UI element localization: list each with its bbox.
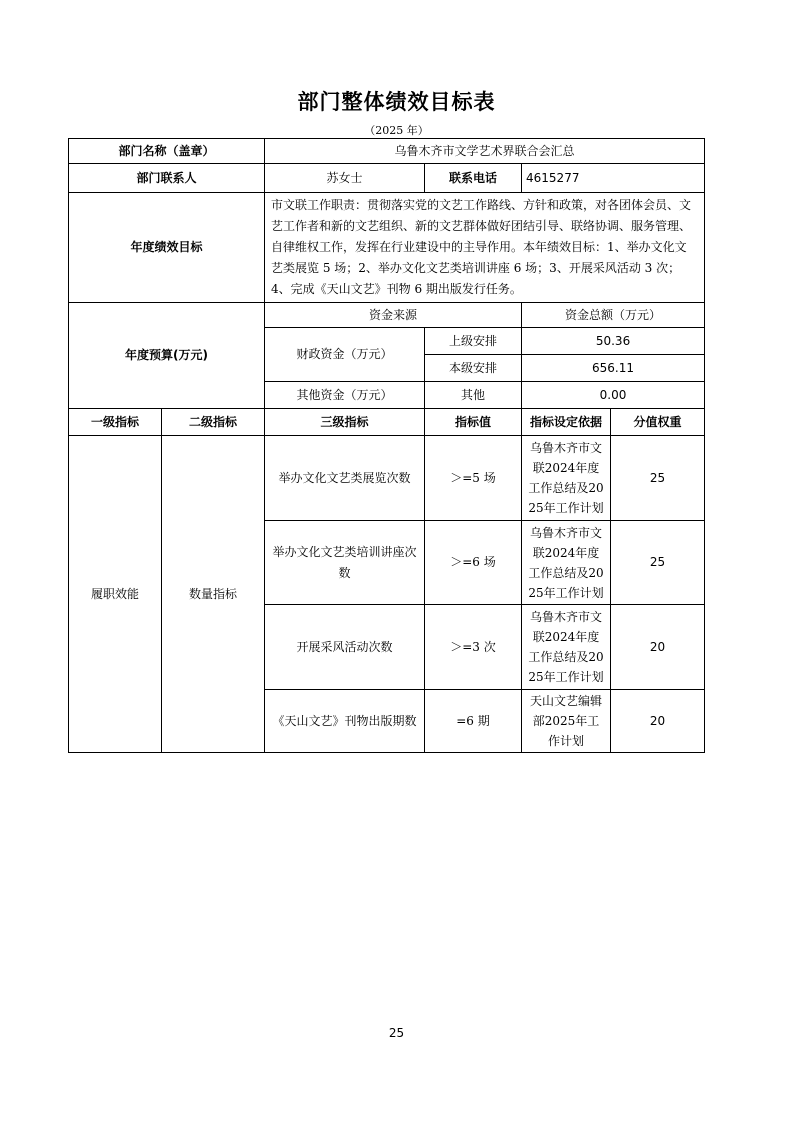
- year-subtitle: （2025 年）: [364, 124, 429, 137]
- local-allocation-value: 656.11: [522, 355, 705, 382]
- fund-total-header: 资金总额（万元）: [522, 303, 705, 328]
- other-fund-value: 0.00: [522, 382, 705, 409]
- phone-label: 联系电话: [425, 164, 522, 193]
- budget-header-row: [69, 303, 705, 328]
- header-level2: 二级指标: [162, 409, 265, 436]
- indicator-header-row: [69, 409, 705, 436]
- header-weight: 分值权重: [611, 409, 705, 436]
- dept-name-value: 乌鲁木齐市文学艺术界联合会汇总: [265, 139, 705, 164]
- indicator-name: 举办文化文艺类展览次数: [265, 436, 425, 521]
- upper-allocation-value: 50.36: [522, 328, 705, 355]
- indicator-weight: 20: [611, 605, 705, 690]
- other-sub-label: 其他: [425, 382, 522, 409]
- contact-value: 苏女士: [265, 164, 425, 193]
- indicator-basis: 乌鲁木齐市文联2024年度工作总结及2025年工作计划: [522, 521, 611, 605]
- page-number: 25: [388, 1026, 405, 1040]
- indicator-weight: 20: [611, 690, 705, 753]
- contact-row: [69, 164, 705, 193]
- indicator-name: 举办文化文艺类培训讲座次数: [265, 521, 425, 605]
- other-fund-label: 其他资金（万元）: [265, 382, 425, 409]
- indicator-weight: 25: [611, 436, 705, 521]
- level2-indicator: 数量指标: [162, 436, 265, 753]
- indicator-name: 《天山文艺》刊物出版期数: [265, 690, 425, 753]
- page-title: 部门整体绩效目标表: [297, 90, 496, 114]
- dept-name-label: 部门名称（盖章）: [69, 139, 265, 164]
- level1-indicator: 履职效能: [69, 436, 162, 753]
- phone-value: 4615277: [522, 164, 705, 193]
- indicator-value: ＞=6 场: [425, 521, 522, 605]
- indicator-value: ＞=3 次: [425, 605, 522, 690]
- indicator-basis: 乌鲁木齐市文联2024年度工作总结及2025年工作计划: [522, 436, 611, 521]
- contact-label: 部门联系人: [69, 164, 265, 193]
- annual-goal-text: 市文联工作职责：贯彻落实党的文艺工作路线、方针和政策，对各团体会员、文艺工作者和新的文艺组织、新的文艺群体做好团结引导、联络协调、服务管理、自律维权工作，发挥在行业建设中的主导作用。本年绩效目标：1、举办文化文艺类展览 5 场；2、举办文化文艺类培训讲座 6 场；3、开展采风活动 3 次；4、完成《天山文艺》刊物 6 期出版发行任务。: [265, 193, 705, 303]
- annual-goal-label: 年度绩效目标: [69, 193, 265, 303]
- fiscal-fund-label: 财政资金（万元）: [265, 328, 425, 382]
- upper-allocation-label: 上级安排: [425, 328, 522, 355]
- performance-goal-table: [68, 138, 705, 753]
- indicator-basis: 天山文艺编辑部2025年工作计划: [522, 690, 611, 753]
- header-basis: 指标设定依据: [522, 409, 611, 436]
- header-level3: 三级指标: [265, 409, 425, 436]
- indicator-row: [69, 436, 705, 521]
- indicator-value: =6 期: [425, 690, 522, 753]
- header-indicator-value: 指标值: [425, 409, 522, 436]
- indicator-name: 开展采风活动次数: [265, 605, 425, 690]
- local-allocation-label: 本级安排: [425, 355, 522, 382]
- header-level1: 一级指标: [69, 409, 162, 436]
- indicator-weight: 25: [611, 521, 705, 605]
- fund-source-header: 资金来源: [265, 303, 522, 328]
- indicator-value: ＞=5 场: [425, 436, 522, 521]
- indicator-basis: 乌鲁木齐市文联2024年度工作总结及2025年工作计划: [522, 605, 611, 690]
- dept-name-row: [69, 139, 705, 164]
- annual-goal-row: [69, 193, 705, 303]
- budget-label: 年度预算(万元): [69, 303, 265, 409]
